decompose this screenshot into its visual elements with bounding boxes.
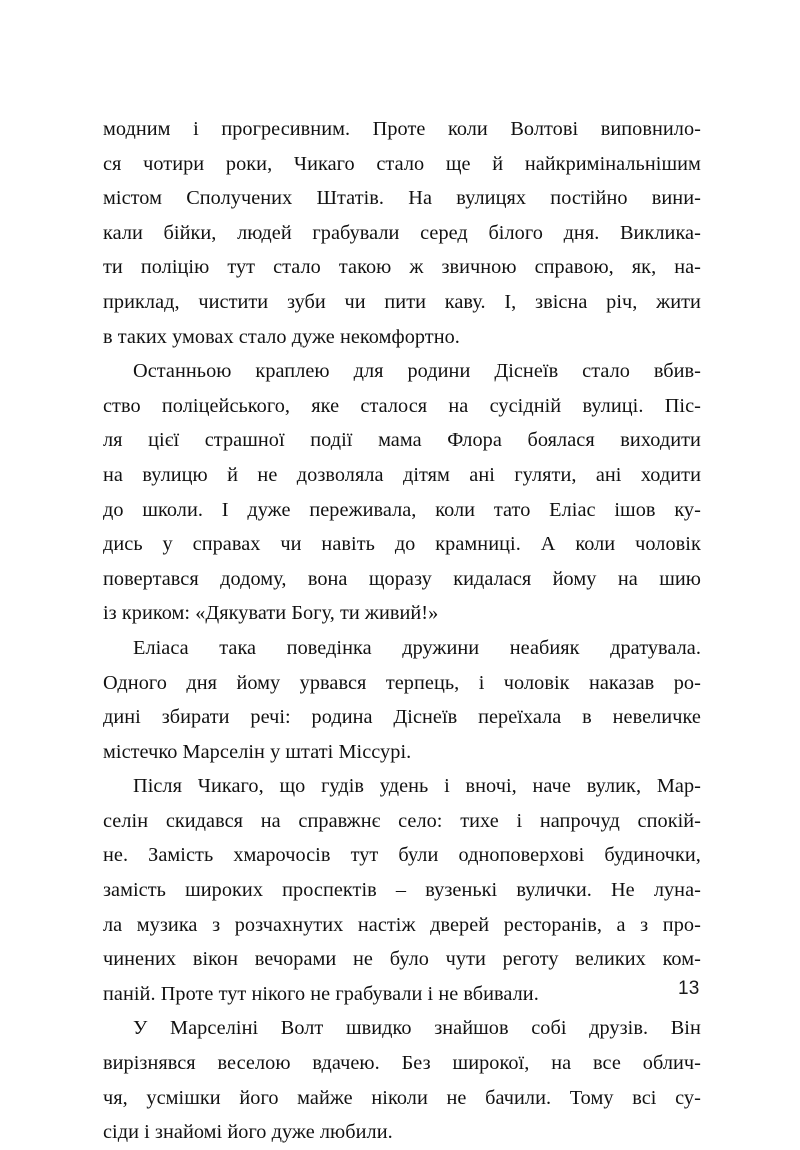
text-word: ся (103, 152, 122, 175)
text-word: сталося (360, 394, 428, 417)
text-word: гуляти, (514, 463, 577, 486)
text-word: терпець, (385, 671, 460, 694)
text-word: з (212, 913, 221, 936)
text-word: Не (610, 879, 635, 902)
text-word: На (408, 187, 433, 210)
text-word: вбив- (653, 360, 701, 383)
text-word: а (616, 913, 626, 936)
text-word: наче (532, 775, 571, 798)
text-word: йому (236, 671, 281, 694)
text-word: чи (344, 290, 366, 313)
text-word: чоловік (635, 533, 701, 556)
text-word: вночі, (465, 775, 517, 798)
text-word: пити (384, 290, 427, 313)
page-body-text (103, 112, 701, 1150)
text-line (103, 838, 701, 873)
text-word: ла (103, 913, 123, 936)
text-word: дружини (402, 636, 480, 659)
text-word: скидався (165, 809, 244, 832)
text-word: йому (552, 567, 597, 590)
text-word: луна- (653, 879, 701, 902)
text-word: коли (575, 533, 616, 556)
text-word: чя, (103, 1086, 128, 1109)
text-word: кали (103, 221, 143, 244)
text-word: селін (103, 809, 149, 832)
text-word: Волт (280, 1017, 324, 1040)
text-word: вулиці. (582, 394, 644, 417)
text-word: чотири (143, 152, 205, 175)
text-word: дратувала. (610, 636, 701, 659)
text-word: ресторанів, (503, 913, 602, 936)
text-word: яке (311, 394, 340, 417)
text-word: Сполучених (186, 187, 293, 210)
text-line (103, 458, 701, 493)
text-word: ходити (640, 463, 701, 486)
text-word: щоразу (368, 567, 432, 590)
text-word: Еліаса (133, 636, 189, 659)
text-word: ля (103, 429, 123, 452)
text-word: Тому (569, 1086, 614, 1109)
text-word: ком- (662, 948, 701, 971)
text-word: ку- (674, 498, 701, 521)
text-word: вирізнявся (103, 1052, 196, 1075)
text-word: Флора (447, 429, 502, 452)
text-word: збирати (161, 706, 230, 729)
text-word: крамниці. (435, 533, 521, 556)
text-line: в таких умовах стало дуже некомфортно. (103, 325, 460, 348)
text-word: справах (192, 533, 261, 556)
text-word: одноповерхові (458, 844, 585, 867)
text-word: постійно (550, 187, 628, 210)
text-word: і (193, 118, 199, 140)
text-word: не (446, 1086, 467, 1109)
text-word: приклад, (103, 290, 180, 313)
text-word: жити (656, 290, 701, 313)
text-word: було (389, 948, 429, 971)
text-word: хмарочосів (233, 844, 331, 867)
text-word: Виклика- (619, 221, 701, 244)
text-word: А (540, 533, 556, 556)
text-word: дітям (402, 463, 450, 486)
text-word: модним (103, 118, 171, 140)
text-word: ро- (673, 671, 701, 694)
text-word: кидалася (453, 567, 532, 590)
text-word: І (221, 498, 229, 521)
text-word: серед (420, 221, 468, 244)
text-word: ані (469, 463, 495, 486)
paragraph (103, 631, 701, 769)
text-word: мама (378, 429, 422, 452)
text-word: чинених (103, 948, 177, 971)
text-word: що (279, 775, 306, 798)
text-word: друзів. (589, 1017, 649, 1040)
text-word: навіть (321, 533, 375, 556)
text-word: білого (488, 221, 543, 244)
text-word: Марселіні (170, 1017, 259, 1040)
text-word: Мар- (656, 775, 701, 798)
text-word: звісна (535, 290, 588, 313)
text-line (103, 873, 701, 908)
text-word: реготу (502, 948, 559, 971)
text-word: не (257, 463, 278, 486)
text-word: до (103, 498, 124, 521)
text-word: страшної (204, 429, 285, 452)
text-line: із криком: «Дякувати Богу, ти живий!» (103, 602, 439, 625)
text-line (103, 700, 701, 735)
text-word: були (398, 844, 439, 867)
text-word: така (219, 636, 257, 659)
text-line (103, 1011, 701, 1046)
text-word: роки, (225, 152, 273, 175)
text-line (103, 562, 701, 597)
text-word: такою (338, 256, 392, 279)
text-word: невеличке (612, 706, 701, 729)
text-word: не. (103, 844, 129, 867)
text-word: додому, (220, 567, 287, 590)
text-word: чистити (198, 290, 269, 313)
text-word: вулицях (456, 187, 527, 210)
text-line (103, 942, 701, 977)
text-word: події (310, 429, 353, 452)
text-word: вулик, (586, 775, 642, 798)
text-word: настіж (357, 913, 416, 936)
text-word: Після (133, 775, 182, 798)
text-word: у (162, 533, 173, 556)
text-word: виходити (620, 429, 701, 452)
text-word: урвався (299, 671, 367, 694)
text-word: на (551, 1052, 572, 1075)
text-word: Чикаго, (197, 775, 264, 798)
text-word: спокій- (637, 809, 701, 832)
text-word: гудів (321, 775, 365, 798)
text-word: розчахнутих (234, 913, 344, 936)
text-word: будиночки, (604, 844, 701, 867)
text-line (103, 804, 701, 839)
text-word: чути (445, 948, 486, 971)
text-line (103, 250, 701, 285)
text-word: село: (398, 809, 443, 832)
text-word: стало (273, 256, 321, 279)
text-word: собі (531, 1017, 567, 1040)
text-word: родина (311, 706, 373, 729)
text-word: тут (350, 844, 379, 867)
text-word: і (444, 775, 450, 798)
text-word: су- (675, 1086, 701, 1109)
text-word: поведінка (286, 636, 372, 659)
text-word: дуже (247, 498, 291, 521)
text-word: Проте (372, 118, 426, 140)
text-word: вини- (651, 187, 701, 210)
text-word: дверей (430, 913, 490, 936)
text-word: з (640, 913, 649, 936)
text-word: дись (103, 533, 143, 556)
text-word: вікон (192, 948, 239, 971)
text-line: паній. Проте тут нікого не грабували і не вбивали. (103, 982, 539, 1005)
text-word: бійки, (163, 221, 217, 244)
text-word: ще (445, 152, 471, 175)
text-word: Без (401, 1052, 431, 1075)
page-number: 13 (678, 978, 700, 999)
text-line (103, 631, 701, 666)
text-word: не (353, 948, 373, 971)
text-line (103, 181, 701, 216)
text-word: справою, (534, 256, 614, 279)
text-word: Чикаго (293, 152, 355, 175)
text-word: великих (575, 948, 646, 971)
text-word: ані (595, 463, 622, 486)
text-word: майже (297, 1086, 353, 1109)
text-word: коли (435, 498, 476, 521)
text-word: на- (674, 256, 701, 279)
paragraph (103, 769, 701, 1011)
text-line (103, 112, 701, 147)
text-word: і (478, 671, 485, 694)
text-word: сусідній (489, 394, 562, 417)
text-word: і (516, 809, 523, 832)
paragraph (103, 1011, 701, 1149)
text-word: прогресивним. (221, 118, 351, 140)
text-word: на (617, 567, 638, 590)
text-word: стало (582, 360, 630, 383)
text-word: його (239, 1086, 279, 1109)
text-word: проспектів (282, 879, 377, 902)
text-word: швидко (345, 1017, 412, 1040)
text-word: вона (307, 567, 348, 590)
text-word: бачили. (485, 1086, 552, 1109)
text-word: Діснеїв (494, 360, 559, 383)
text-word: тихе (460, 809, 499, 832)
text-word: людей (237, 221, 292, 244)
text-line (103, 423, 701, 458)
text-word: все (593, 1052, 621, 1075)
text-word: виповнило- (600, 118, 701, 140)
text-line (103, 908, 701, 943)
text-word: зуби (286, 290, 326, 313)
text-word: неабияк (509, 636, 580, 659)
text-word: Штатів. (316, 187, 385, 210)
text-line (103, 1046, 701, 1081)
text-word: У (133, 1017, 148, 1040)
text-word: широких (185, 879, 264, 902)
text-word: коли (447, 118, 488, 140)
text-word: речі: (250, 706, 291, 729)
text-word: дня (186, 671, 218, 694)
text-word: вулицю (142, 463, 208, 486)
text-line (103, 666, 701, 701)
text-word: ж (409, 256, 424, 279)
text-word: облич- (642, 1052, 701, 1075)
text-word: веселою (217, 1052, 291, 1075)
text-word: удень (379, 775, 429, 798)
text-word: поліцію (140, 256, 210, 279)
text-word: про- (662, 913, 701, 936)
text-word: до (394, 533, 416, 556)
text-word: музика (136, 913, 198, 936)
text-line (103, 389, 701, 424)
text-word: дині (103, 706, 141, 729)
text-word: ти (103, 256, 123, 279)
text-word: вдачею. (312, 1052, 380, 1075)
text-word: грабували (312, 221, 400, 244)
text-word: справжнє (298, 809, 381, 832)
text-word: Він (670, 1017, 701, 1040)
text-line: містечко Марселін у штаті Міссурі. (103, 740, 412, 763)
text-word: замість (103, 879, 166, 902)
text-word: повертався (103, 567, 199, 590)
text-line (103, 1081, 701, 1116)
text-word: широкої, (452, 1052, 530, 1075)
text-word: школи. (142, 498, 204, 521)
text-word: – (395, 879, 407, 902)
paragraph (103, 112, 701, 354)
text-word: на (103, 463, 123, 486)
text-line (103, 493, 701, 528)
text-word: на (260, 809, 281, 832)
text-word: краплею (255, 360, 330, 383)
text-word: Волтові (510, 118, 579, 140)
text-word: каву. (444, 290, 486, 313)
text-word: знайшов (434, 1017, 509, 1040)
text-word: тут (227, 256, 256, 279)
text-word: містом (103, 187, 162, 210)
text-word: напрочуд (539, 809, 620, 832)
text-word: ніколи (371, 1086, 428, 1109)
text-word: звичною (441, 256, 517, 279)
text-word: річ, (606, 290, 638, 313)
text-word: Піс- (664, 394, 701, 417)
text-line (103, 354, 701, 389)
paragraph (103, 354, 701, 631)
text-word: чоловік (503, 671, 570, 694)
text-word: всі (632, 1086, 657, 1109)
text-word: дня. (563, 221, 600, 244)
text-word: як, (631, 256, 657, 279)
text-word: Останньою (133, 360, 232, 383)
text-word: цієї (148, 429, 180, 452)
text-word: для (353, 360, 384, 383)
text-word: шию (659, 567, 701, 590)
text-word: й (227, 463, 239, 486)
text-word: боялася (527, 429, 595, 452)
text-line (103, 216, 701, 251)
text-word: переживала, (309, 498, 417, 521)
text-word: Замість (148, 844, 214, 867)
text-word: ішов (614, 498, 656, 521)
text-word: тато (493, 498, 531, 521)
text-word: вулички. (516, 879, 592, 902)
text-word: й (492, 152, 504, 175)
text-word: в (582, 706, 592, 729)
text-line: сіди і знайомі його дуже любили. (103, 1121, 393, 1144)
text-word: поліцейського, (161, 394, 291, 417)
text-word: чи (280, 533, 302, 556)
text-word: вечорами (254, 948, 337, 971)
text-word: Одного (103, 671, 167, 694)
text-word: дозволяла (296, 463, 384, 486)
text-word: родини (407, 360, 471, 383)
text-word: стало (376, 152, 425, 175)
text-word: І, (504, 290, 517, 313)
text-word: вузенькі (425, 879, 498, 902)
text-word: на (448, 394, 469, 417)
text-line (103, 147, 701, 182)
text-word: переїхала (478, 706, 562, 729)
text-word: усмішки (146, 1086, 221, 1109)
text-word: найкримінальнішим (524, 152, 701, 175)
text-word: Діснеїв (393, 706, 458, 729)
text-line (103, 285, 701, 320)
text-word: Еліас (549, 498, 596, 521)
text-word: наказав (588, 671, 655, 694)
text-word: ство (103, 394, 141, 417)
text-line (103, 769, 701, 804)
text-line (103, 527, 701, 562)
